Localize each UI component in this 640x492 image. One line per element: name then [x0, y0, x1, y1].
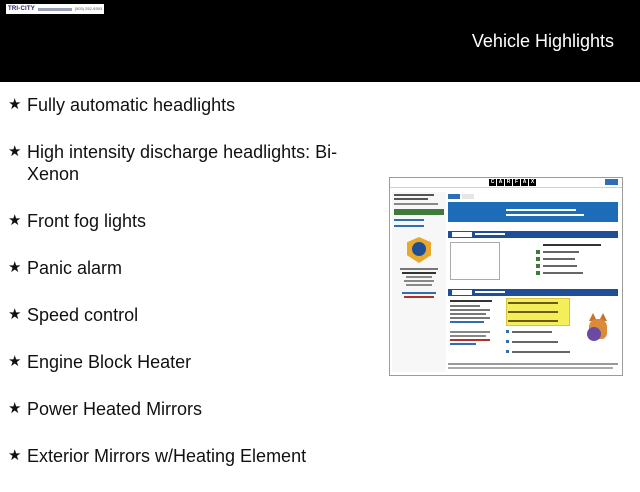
feature-text: Speed control	[27, 305, 139, 325]
award-badge-center	[412, 242, 426, 256]
vin-line	[394, 203, 438, 205]
info-icon	[506, 330, 509, 333]
carfax-print-button[interactable]	[605, 179, 618, 185]
check-icon	[536, 271, 540, 275]
carfax-logo-letter: X	[530, 179, 535, 185]
history-report-bar	[448, 289, 618, 296]
carfax-logo-letter: R	[506, 179, 511, 185]
feature-text: Fully automatic headlights	[27, 95, 236, 115]
dealer-logo[interactable]	[6, 4, 104, 14]
carfax-logo	[489, 179, 537, 186]
report-dealer-line	[450, 331, 490, 333]
highlight-text-line	[508, 311, 558, 313]
banner-text-line	[506, 209, 576, 211]
tab-inactive[interactable]	[462, 194, 474, 199]
star-icon: ★	[8, 306, 22, 323]
check-icon	[536, 250, 540, 254]
report-link-line[interactable]	[450, 321, 484, 323]
report-link-line[interactable]	[450, 343, 476, 345]
bar-carfax-logo	[452, 232, 472, 237]
feature-item	[8, 351, 368, 398]
carfax-promo-banner	[448, 202, 618, 222]
value-report-bar	[448, 231, 618, 238]
star-icon: ★	[8, 212, 22, 229]
report-detail-line	[450, 317, 490, 319]
dealer-info-line	[400, 268, 438, 270]
vehicle-image-placeholder	[450, 242, 500, 280]
info-icon	[506, 350, 509, 353]
feature-text: High intensity discharge headlights: Bi-Xenon	[27, 142, 338, 184]
dealer-rating-line	[404, 296, 434, 298]
star-icon: ★	[8, 447, 22, 464]
history-row-line	[543, 272, 583, 274]
history-row-line	[512, 331, 552, 333]
report-dealer-line	[450, 335, 486, 337]
sidebar-link[interactable]	[394, 219, 424, 221]
dealer-info-line	[402, 272, 436, 274]
page-title: Vehicle Highlights	[471, 31, 614, 51]
report-footer-line	[448, 363, 618, 365]
vehicle-title-line	[394, 194, 434, 196]
feature-item	[8, 210, 368, 257]
carfax-logo-letter: C	[490, 179, 495, 185]
dealer-logo-text: TRI-CITY	[8, 6, 35, 12]
feature-text: Exterior Mirrors w/Heating Element	[27, 446, 307, 466]
check-icon	[536, 257, 540, 261]
feature-item	[8, 141, 368, 210]
bar-title-line	[475, 291, 505, 293]
bar-title-line	[475, 233, 505, 235]
star-icon: ★	[8, 400, 22, 417]
carfax-main	[448, 192, 618, 372]
history-row-line	[543, 265, 577, 267]
report-title-line	[450, 300, 492, 302]
dealer-phone: (503) 252-9393	[74, 6, 102, 11]
carfax-logo-letter: F	[514, 179, 519, 185]
feature-text: Engine Block Heater	[27, 352, 192, 372]
dealer-info-line	[406, 276, 432, 278]
info-icon	[506, 340, 509, 343]
report-detail-line	[450, 305, 480, 307]
carfax-report-thumbnail[interactable]	[389, 177, 623, 376]
check-icon	[536, 264, 540, 268]
history-row-line	[512, 341, 558, 343]
feature-list	[8, 94, 368, 492]
feature-item	[8, 257, 368, 304]
banner-text-line	[506, 214, 584, 216]
bar-carfax-logo	[452, 290, 472, 295]
feature-item	[8, 304, 368, 351]
feature-item	[8, 398, 368, 445]
star-icon: ★	[8, 96, 22, 113]
logo-divider	[38, 8, 72, 11]
feature-text: Front fog lights	[27, 211, 147, 231]
feature-item	[8, 445, 368, 492]
history-heading-line	[543, 244, 601, 246]
good-value-badge-icon	[587, 327, 601, 341]
feature-text: Panic alarm	[27, 258, 123, 278]
feature-item	[8, 94, 368, 141]
dealer-review-link[interactable]	[402, 292, 436, 294]
report-footer-line	[448, 367, 613, 369]
feature-text: Power Heated Mirrors	[27, 399, 203, 419]
highlight-text-line	[508, 320, 558, 322]
history-row-line	[512, 351, 570, 353]
sidebar-link[interactable]	[394, 225, 424, 227]
star-icon: ★	[8, 143, 22, 160]
sidebar-active-item[interactable]	[394, 209, 444, 215]
dealer-info-line	[404, 280, 434, 282]
carfax-header	[390, 178, 622, 188]
dealer-info-line	[406, 284, 432, 286]
header-bar	[0, 0, 640, 82]
history-row-line	[543, 258, 575, 260]
history-row-line	[543, 251, 579, 253]
tab-active[interactable]	[448, 194, 460, 199]
report-detail-line	[450, 309, 490, 311]
report-rating-line	[450, 339, 490, 341]
carfax-sidebar	[392, 192, 446, 372]
carfax-logo-letter: A	[522, 179, 527, 185]
star-icon: ★	[8, 259, 22, 276]
highlight-text-line	[508, 302, 558, 304]
vehicle-subtitle-line	[394, 198, 428, 200]
report-detail-line	[450, 313, 486, 315]
star-icon: ★	[8, 353, 22, 370]
carfax-fox-mascot-icon	[585, 313, 613, 343]
carfax-logo-letter: A	[498, 179, 503, 185]
